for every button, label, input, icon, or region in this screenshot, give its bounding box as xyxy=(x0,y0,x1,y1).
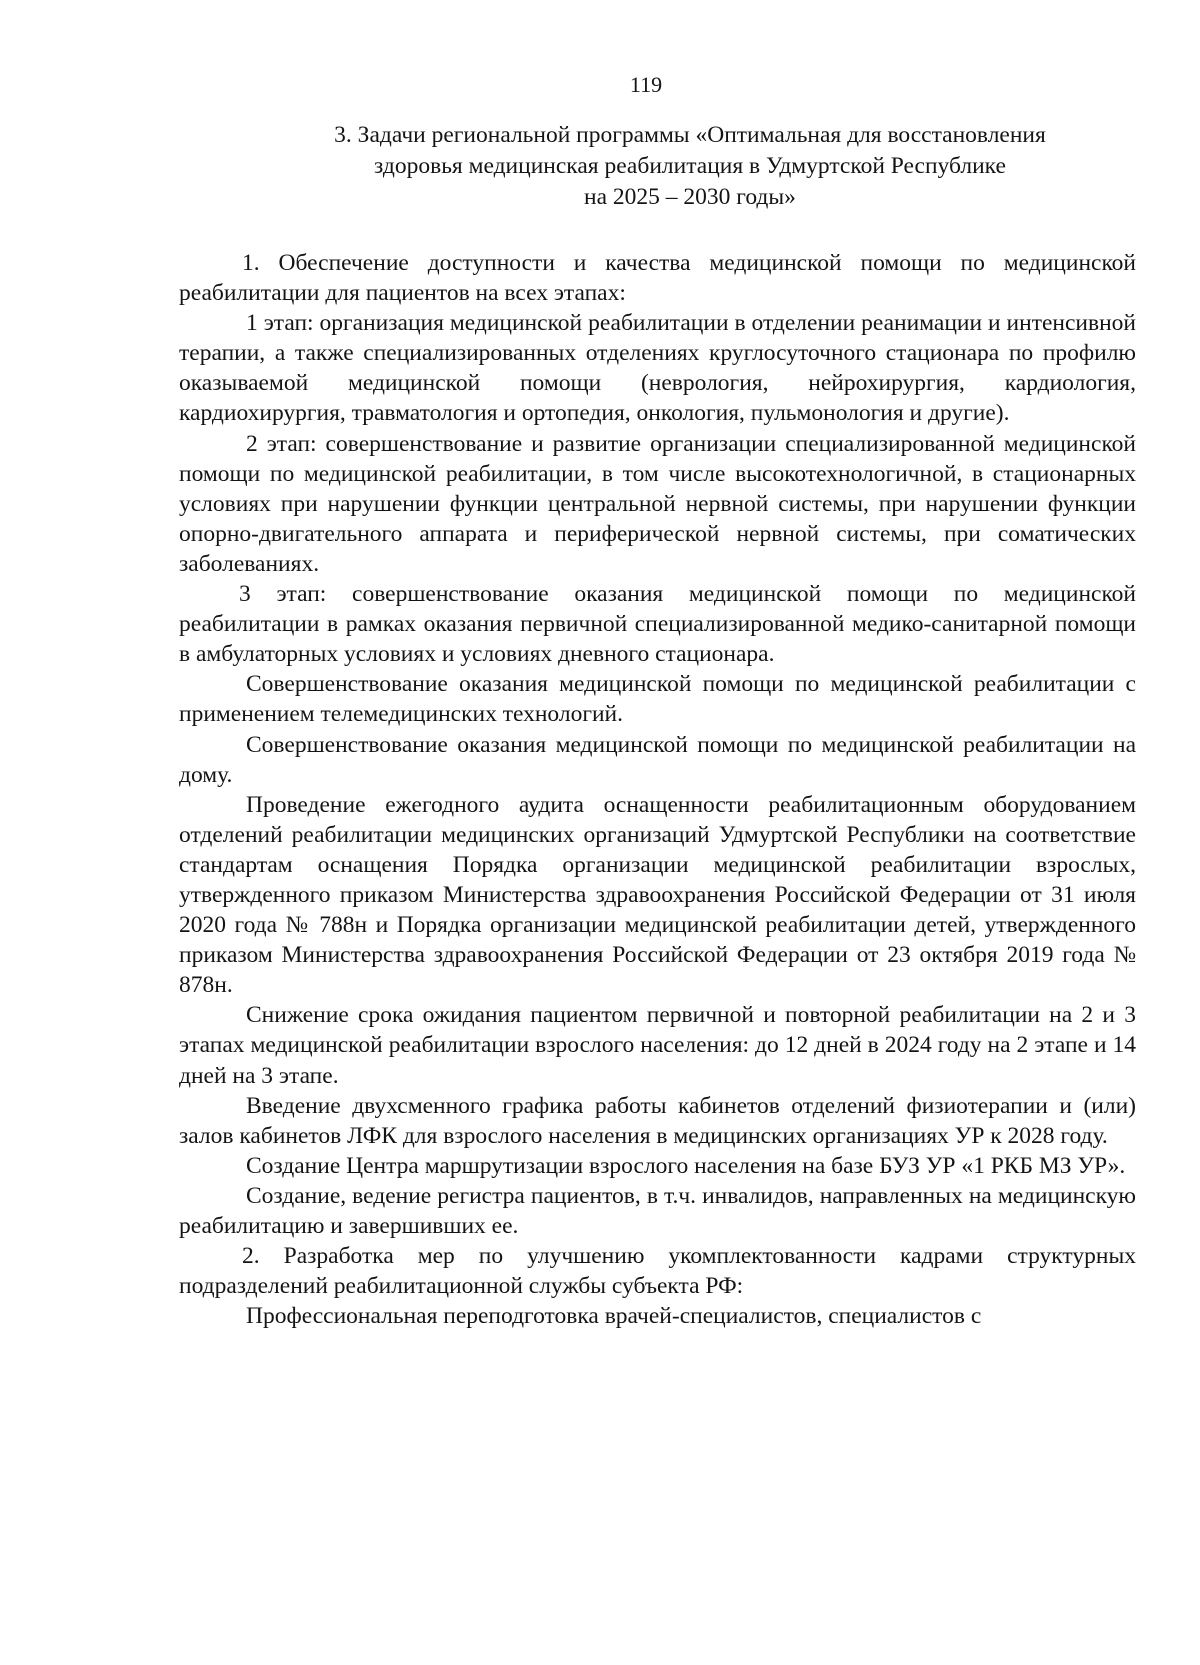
paragraph-retraining: Профессиональная переподготовка врачей-специалистов, специалистов с xyxy=(246,1303,982,1330)
paragraph-audit: Проведение ежегодного аудита оснащенности реабилитационным оборудованием отделений реабилитации медицинских организаций Удмуртской Республики на соответствие стандартам оснащения Порядка организации медицинской реабилитации взрослых, утвержденного приказом Министерства здравоохранения Российской Федерации от 31 июля 2020 года № 788н и Порядка организации медицинской реабилитации детей, утвержденного приказом Министерства здравоохранения Российской Федерации от 23 октября 2019 года № 878н. xyxy=(179,791,1136,999)
paragraph-routing-center: Создание Центра маршрутизации взрослого населения на базе БУЗ УР «1 РКБ МЗ УР». xyxy=(246,1152,1126,1179)
paragraph-stage-3: 3 этап: совершенствование оказания медицинской помощи по медицинской реабилитации в рамках оказания первичной специализированной медико-санитарной помощи в амбулаторных условиях и условиях дневного стационара. xyxy=(179,581,1136,668)
section-title-line: здоровья медицинская реабилитация в Удмуртской Республике xyxy=(374,153,1006,179)
section-title xyxy=(250,120,1130,213)
paragraph-home-rehab: Совершенствование оказания медицинской помощи по медицинской реабилитации на дому. xyxy=(179,731,1136,788)
section-title-line: 3. Задачи региональной программы «Оптимальная для восстановления xyxy=(334,122,1046,148)
section-title-line: на 2025 – 2030 годы» xyxy=(584,184,796,210)
paragraph-two-shift: Введение двухсменного графика работы кабинетов отделений физиотерапии и (или) залов кабинетов ЛФК для взрослого населения в медицинских организациях УР к 2028 году. xyxy=(179,1092,1136,1149)
paragraph-stage-1: 1 этап: организация медицинской реабилитации в отделении реанимации и интенсивной терапии, а также специализированных отделениях круглосуточного стационара по профилю оказываемой медицинской помощи (неврология, нейрохирургия, кардиология, кардиохирургия, травматология и ортопедия, онкология, пульмонология и другие). xyxy=(179,310,1136,427)
page-number: 119 xyxy=(629,72,663,97)
document-body xyxy=(179,248,1136,1331)
paragraph-task-2: 2. Разработка мер по улучшению укомплектованности кадрами структурных подразделений реабилитационной службы субъекта РФ: xyxy=(179,1243,1136,1300)
paragraph-task-1: 1. Обеспечение доступности и качества медицинской помощи по медицинской реабилитации для пациентов на всех этапах: xyxy=(179,250,1136,307)
paragraph-stage-2: 2 этап: совершенствование и развитие организации специализированной медицинской помощи по медицинской реабилитации, в том числе высокотехнологичной, в стационарных условиях при нарушении функции центральной нервной системы, при нарушении функции опорно-двигательного аппарата и периферической нервной системы, при соматических заболеваниях. xyxy=(179,430,1136,577)
paragraph-registry: Создание, ведение регистра пациентов, в т.ч. инвалидов, направленных на медицинскую реабилитацию и завершивших ее. xyxy=(179,1182,1136,1239)
paragraph-telemedicine: Совершенствование оказания медицинской помощи по медицинской реабилитации с применением телемедицинских технологий. xyxy=(179,671,1136,728)
paragraph-waiting-time: Снижение срока ожидания пациентом первичной и повторной реабилитации на 2 и 3 этапах медицинской реабилитации взрослого населения: до 12 дней в 2024 году на 2 этапе и 14 дней на 3 этапе. xyxy=(179,1002,1136,1089)
